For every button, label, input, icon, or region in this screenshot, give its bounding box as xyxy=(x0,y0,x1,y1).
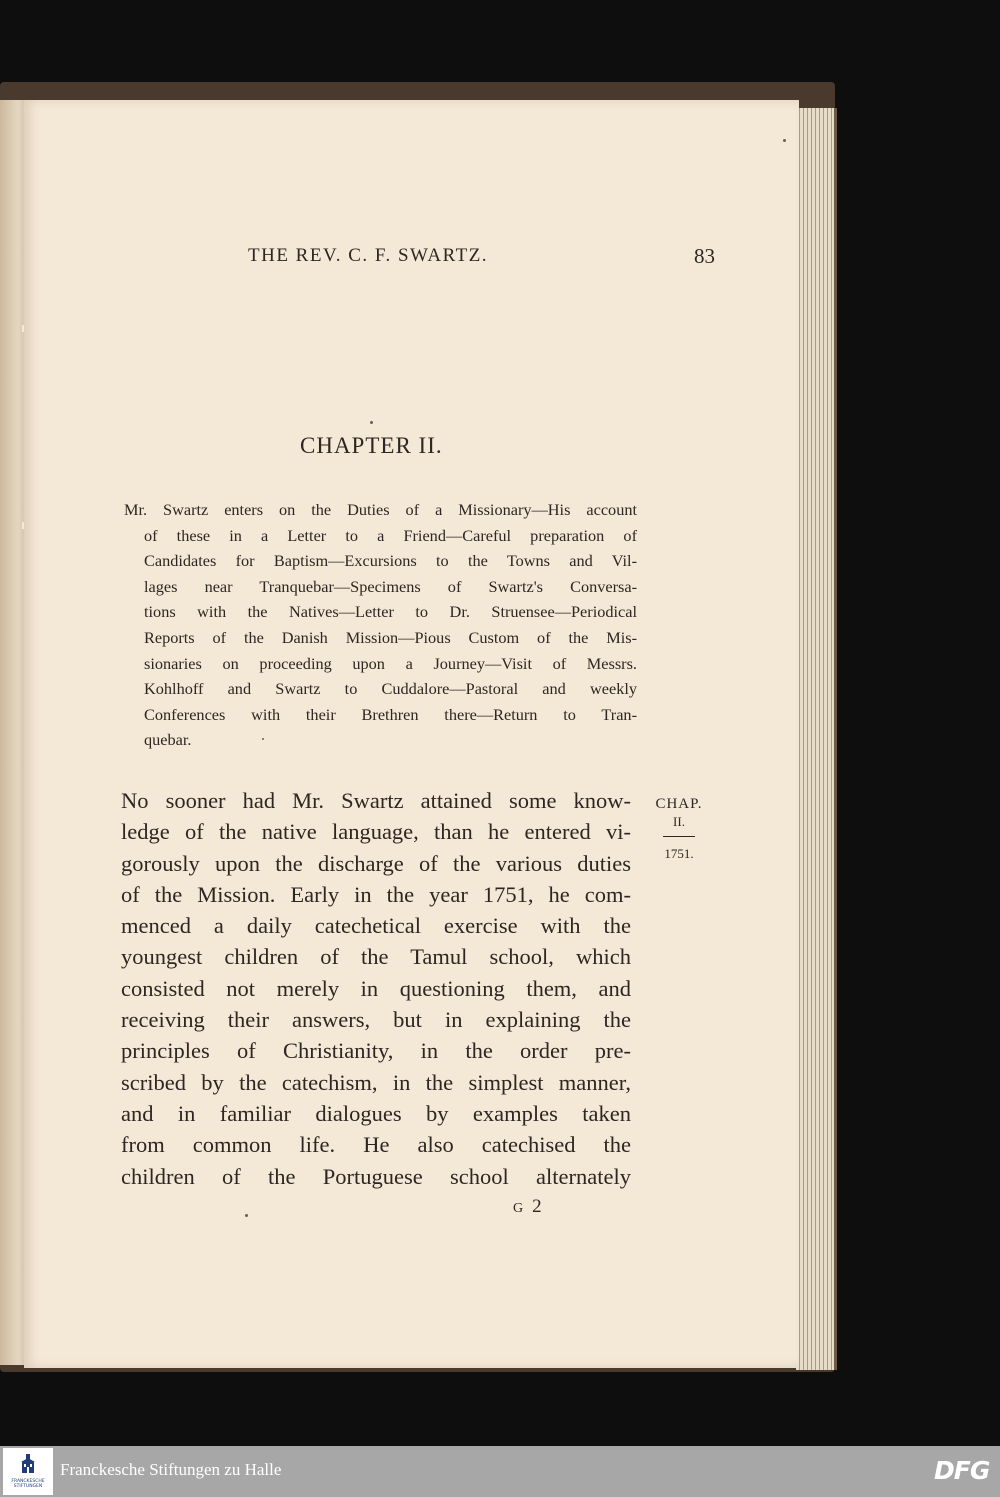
margin-rule xyxy=(663,836,695,837)
signature-mark xyxy=(513,1196,543,1218)
running-head: THE REV. C. F. SWARTZ. xyxy=(248,245,489,266)
body-line: ledge of the native language, than he entered vi- xyxy=(121,819,631,845)
body-line: youngest children of the Tamul school, which xyxy=(121,944,631,970)
margin-year: 1751. xyxy=(664,846,694,861)
signature-number: 2 xyxy=(532,1196,543,1217)
margin-chap-label: CHAP. xyxy=(655,796,703,812)
paper-speck xyxy=(370,421,373,424)
dfg-logo[interactable]: DFG xyxy=(934,1456,990,1485)
signature-letter: G xyxy=(513,1201,525,1216)
body-paragraph xyxy=(121,785,631,1192)
chapter-synopsis xyxy=(124,497,637,753)
page-number: 83 xyxy=(694,244,715,268)
synopsis-line: Kohlhoff and Swartz to Cuddalore—Pastoral and weekly xyxy=(144,679,637,699)
page-block-edges xyxy=(796,108,837,1370)
paper-speck xyxy=(245,1214,248,1217)
body-line: gorously upon the discharge of the various duties xyxy=(121,850,631,876)
body-line: children of the Portuguese school alternately xyxy=(121,1163,631,1189)
synopsis-line: quebar. xyxy=(144,730,192,750)
institution-name: Franckesche Stiftungen zu Halle xyxy=(60,1460,282,1479)
synopsis-line: sionaries on proceeding upon a Journey—Visit of Messrs. xyxy=(144,653,637,673)
body-line: scribed by the catechism, in the simplest manner, xyxy=(121,1069,631,1095)
synopsis-line: of these in a Letter to a Friend—Careful preparation of xyxy=(144,525,637,545)
institution-logo[interactable] xyxy=(3,1448,53,1495)
paper-speck xyxy=(783,139,786,142)
institution-logo-caption xyxy=(3,1479,53,1489)
body-line: menced a daily catechetical exercise with the xyxy=(121,913,631,939)
body-line: receiving their answers, but in explaining the xyxy=(121,1007,631,1033)
body-line: from common life. He also catechised the xyxy=(121,1132,631,1158)
synopsis-line: lages near Tranquebar—Specimens of Swartz's Conversa- xyxy=(144,576,637,596)
body-line: No sooner had Mr. Swartz attained some know- xyxy=(121,788,631,813)
body-line: principles of Christianity, in the order pre- xyxy=(121,1038,631,1064)
synopsis-line: Reports of the Danish Mission—Pious Custom of the Mis- xyxy=(144,627,637,647)
margin-note xyxy=(648,796,710,862)
body-line: and in familiar dialogues by examples taken xyxy=(121,1100,631,1126)
synopsis-line: Candidates for Baptism—Excursions to the Towns and Vil- xyxy=(144,551,637,571)
logo-caption-line: FRANCKESCHE xyxy=(11,1479,45,1484)
synopsis-line: Conferences with their Brethren there—Return to Tran- xyxy=(144,704,637,724)
chapter-heading: CHAPTER II. xyxy=(300,433,443,458)
margin-chap-number: II. xyxy=(673,814,685,829)
synopsis-line: tions with the Natives—Letter to Dr. Struensee—Periodical xyxy=(144,602,637,622)
paper-speck xyxy=(262,738,264,740)
facing-page-edge xyxy=(0,100,26,1365)
logo-caption-line: STIFTUNGEN xyxy=(13,1484,43,1489)
institution-logo-icon xyxy=(21,1454,35,1474)
body-line: of the Mission. Early in the year 1751, he com- xyxy=(121,881,631,907)
body-line: consisted not merely in questioning them, and xyxy=(121,975,631,1001)
synopsis-line: Mr. Swartz enters on the Duties of a Missionary—His account xyxy=(124,500,637,519)
